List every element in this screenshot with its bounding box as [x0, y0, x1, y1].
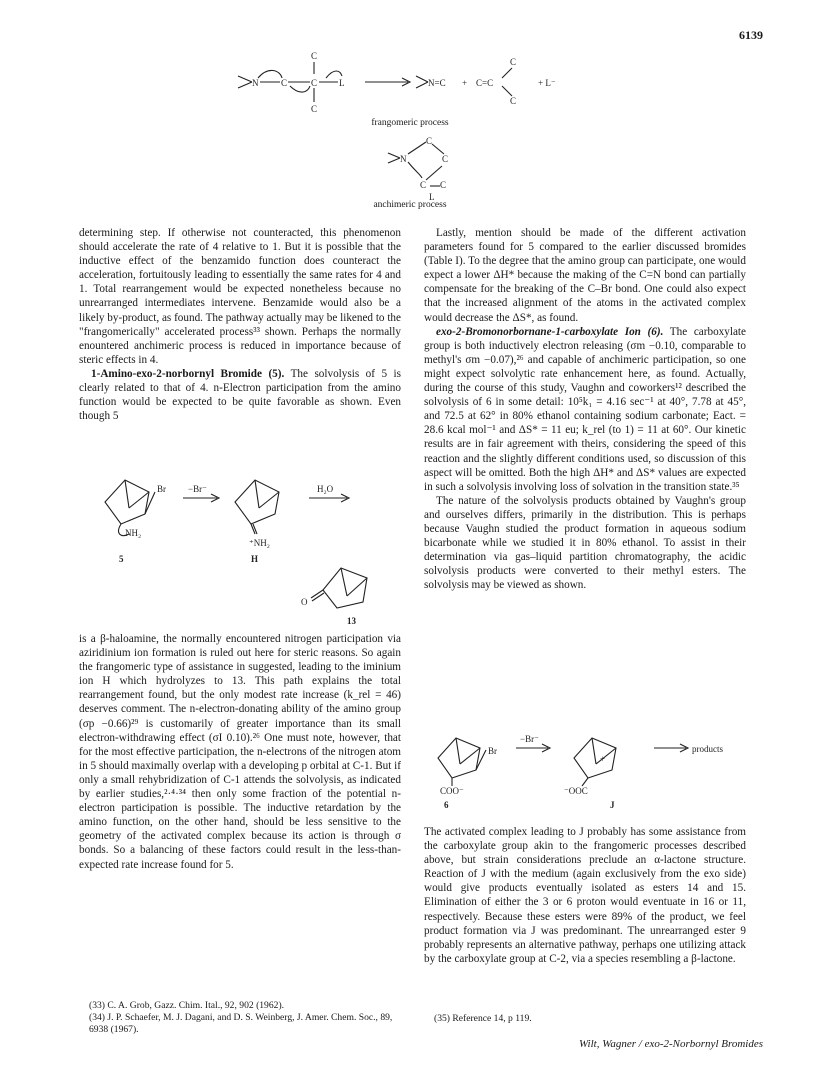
products-label: products [692, 744, 723, 754]
left-paragraph-3: is a β-haloamine, the normally encountered nitrogen participation via aziridinium ion formation is ruled out here for steric reasons. So again the frangomeric type of assistance in suggested, leading to the iminium ion H which hydrolyzes to 13. This path explains the total rearrangement found, but the only modest rate increase (k_rel = 46) deserves comment. The n-electron-donating ability of the amino group (σp −0.66)²⁹ is customarily of greater importance than its small electron-withdrawing effect (σI 0.10).²⁶ One must note, however, that for the most effective participation, the n-electrons of the nitrogen atom in 5 should maximally overlap with a developing p orbital at C-1. But if only a small rehybridization of C-1 attends the solvolysis, as indicated by earlier studies,²·⁴·³⁴ then only some fraction of the potential n-electron participation is possible. The inductive retardation by the amino function, on the other hand, should be less sensitive to the geometry of the activated complex because its action is through σ bonds. So a balancing of these factors could result in the less-than-expected rate increase found for 5. [79, 633, 401, 871]
atom-c-a1: C [426, 136, 433, 146]
atom-n-2: N [400, 154, 407, 164]
6-coo: COO⁻ [440, 786, 464, 796]
5-nh2: NH₂ [125, 528, 142, 538]
right-column-continued [424, 825, 746, 966]
left-paragraph-1: determining step. If otherwise not counteracted, this phenomenon should accelerate the rate of 4 relative to 1. But it is possible that the inductive effect of the benzamido function does counteract the acceleration, fortuitously leading to essentially the same rates for 4 and 1. Total rearrangement would be expected nonetheless because no unrearranged intermediates intervene. Benzamide would also be a likely by-product, as found. The pathway actually may be likened to the "frangomerically" accelerated process³³ shown. Perhaps the normally enountered anchimeric process is reduced in importance because of steric effects in 4. [79, 227, 401, 366]
atom-c-top: C [311, 51, 318, 61]
atom-c-bottom: C [311, 104, 318, 114]
j-ooc: ⁻OOC [564, 786, 588, 796]
atom-n-1: N [252, 78, 259, 88]
label-5: 5 [119, 554, 124, 564]
footnotes-left [79, 1000, 401, 1036]
page-number: 6139 [739, 28, 763, 42]
scheme-compound-5 [85, 462, 405, 632]
left-column-continued [79, 632, 401, 872]
label-13: 13 [347, 616, 356, 626]
scheme-compound-6 [424, 728, 754, 808]
product-alkene: C=C [476, 78, 494, 88]
arrow-label-minus-br-2: −Br⁻ [520, 734, 539, 744]
arrow-label-minus-br: −Br⁻ [188, 484, 207, 494]
running-footer: Wilt, Wagner / exo-2-Norbornyl Bromides [578, 1038, 763, 1050]
right-column [424, 226, 746, 592]
left-column [79, 226, 401, 423]
anchimeric-caption: anchimeric process [373, 200, 447, 210]
h-nh2: ⁺NH₂ [249, 538, 270, 548]
atom-c-a3: C [420, 180, 427, 190]
atom-c-2: C [311, 78, 318, 88]
footnote-33: (33) C. A. Grob, Gazz. Chim. Ital., 92, 902 (1962). [89, 1000, 285, 1011]
section-heading-amino: 1-Amino-exo-2-norbornyl Bromide (5). [91, 367, 285, 380]
atom-c-1: C [281, 78, 288, 88]
product-iminium: N=C [428, 78, 446, 88]
label-6: 6 [444, 800, 449, 808]
label-j: J [610, 800, 615, 808]
atom-l: L [339, 78, 345, 88]
atom-c-a2: C [442, 154, 449, 164]
atom-c-a4: C [440, 180, 447, 190]
right-paragraph-2: exo-2-Bromonorbornane-1-carboxylate Ion (6). The carboxylate group is both inductively electron releasing (σm −0.10, comparable to methyl's σm −0.07),²⁶ and capable of anchimeric participation, so one might expect solvolytic rate enhancement here, as found. Actually, during the course of this study, Vaughn and coworkers¹² described the solvolysis of 6 in some detail: 10⁵k₁ = 4.16 sec⁻¹ at 40°, 7.78 at 45°, and 72.5 at 62° in 80% ethanol containing sodium carbonate; Eact. = 28.6 kcal mol⁻¹ and ΔS* = 11 eu; k_rel (to 1) = 11 at 60°. Our kinetic results are in fair agreement with theirs, considering the speed of this reaction and the slightly different conditions used, so discussion of this aspect will be omitted. Both the high ΔH* and ΔS* values are expected in such a solvolysis involving loss of solvation in the transition state.³⁵ [424, 325, 747, 493]
frangomeric-caption: frangomeric process [371, 118, 449, 128]
6-br: Br [488, 746, 497, 756]
top-reaction-scheme [230, 48, 610, 218]
5-br: Br [157, 484, 166, 494]
j-plus: + [600, 754, 606, 764]
atom-l-2: L [429, 192, 435, 202]
footnote-35: (35) Reference 14, p 119. [434, 1013, 532, 1024]
right-paragraph-1: Lastly, mention should be made of the different activation parameters found for 5 compared to the earlier discussed bromides (Table I). To the degree that the amino group can participate, one would expect a lower ΔH* because the making of the C=N bond can partially compensate for the breaking of the C–Br bond. One could also expect that the increased alignment of the atoms in the activated complex would decrease the ΔS*, as found. [424, 227, 746, 324]
footnote-34: (34) J. P. Schaefer, M. J. Dagani, and D. S. Weinberg, J. Amer. Chem. Soc., 89, 6938 (1967). [89, 1012, 393, 1035]
l-minus: + L⁻ [538, 78, 556, 88]
left-paragraph-2: 1-Amino-exo-2-norbornyl Bromide (5). The solvolysis of 5 is clearly related to that of 4. n-Electron participation from the amino function would be expected to be quite favorable as shown. Even though 5 [79, 367, 402, 423]
plus-1: + [462, 78, 468, 88]
13-o: O [301, 597, 308, 607]
atom-c-p1: C [510, 57, 517, 67]
section-heading-carboxylate: exo-2-Bromonorbornane-1-carboxylate Ion (6). [436, 325, 664, 338]
atom-c-p2: C [510, 96, 517, 106]
label-h: H [251, 554, 259, 564]
arrow-label-h2o: H₂O [317, 484, 334, 494]
right-paragraph-3: The nature of the solvolysis products obtained by Vaughn's group and ourselves differs, primarily in the distribution. This is perhaps because Vaughn studied the product formation in aqueous sodium bicarbonate while we studied it in 80% ethanol. To assist in their determination via gas–liquid partition chromatography, the acidic solvolysis products were converted to their methyl esters. The solvolysis may be viewed as shown. [424, 494, 746, 592]
right-paragraph-4: The activated complex leading to J probably has some assistance from the carboxylate group akin to the frangomeric processes described above, but strain considerations preclude an α-lactone structure. Reaction of J with the medium (again exclusively from the exo side) would give products eventually isolated as esters 14 and 15. Elimination of either the 3 or 6 proton would eventuate in 16 or 11, respectively. Because these esters were 89% of the product, we feel product formation via J was predominant. The unrearranged ester 9 probably represents an alternative pathway, perhaps one utilizing attack by the carboxylate group at C-2, via a species resembling a β-lactone. [424, 826, 746, 965]
